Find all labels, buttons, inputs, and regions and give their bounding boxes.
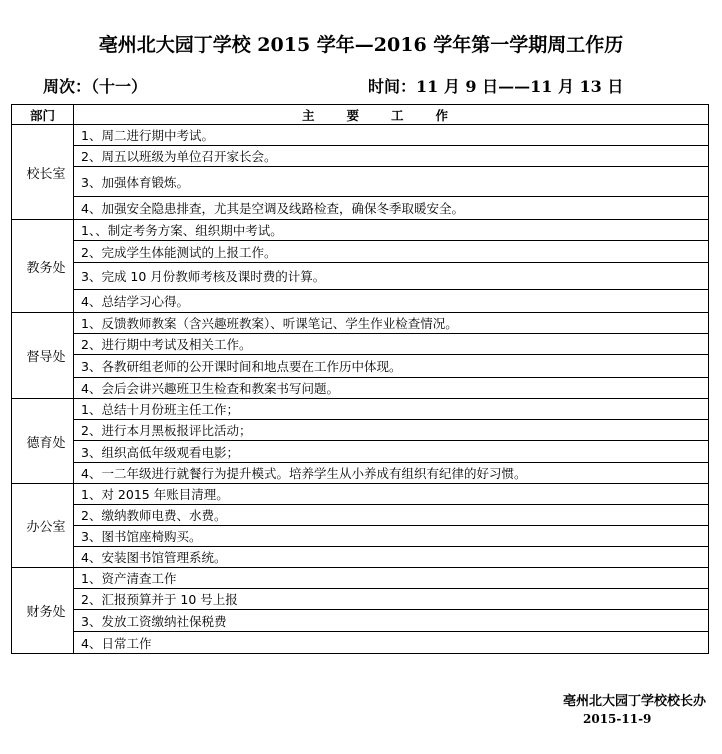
work-item-cell: 4、日常工作 — [74, 632, 709, 654]
table-row — [12, 334, 709, 355]
table-row — [12, 290, 709, 313]
department-cell: 教务处 — [12, 220, 74, 313]
header-main-work: 主要工作 — [74, 105, 709, 125]
work-schedule-table — [11, 104, 709, 654]
table-row — [12, 355, 709, 378]
work-item-cell: 2、进行本月黑板报评比活动； — [74, 420, 709, 441]
work-item-cell: 3、完成 10 月份教师考核及课时费的计算。 — [74, 263, 709, 290]
work-item-cell: 4、加强安全隐患排查，尤其是空调及线路检查，确保冬季取暖安全。 — [74, 197, 709, 220]
table-header-row — [12, 105, 709, 125]
issue-date: 2015-11-9 — [583, 712, 652, 726]
department-cell: 德育处 — [12, 399, 74, 484]
table-body — [12, 125, 709, 654]
table-row — [12, 463, 709, 484]
table-row — [12, 484, 709, 505]
work-item-cell: 1、资产清查工作 — [74, 568, 709, 589]
work-item-cell: 1、反馈教师教案（含兴趣班教案）、听课笔记、学生作业检查情况。 — [74, 313, 709, 334]
table-row — [12, 632, 709, 654]
work-item-cell: 3、发放工资缴纳社保税费 — [74, 610, 709, 632]
table-row — [12, 241, 709, 263]
work-item-cell: 1、总结十月份班主任工作； — [74, 399, 709, 420]
table-row — [12, 399, 709, 420]
department-cell: 办公室 — [12, 484, 74, 568]
work-item-cell: 1、、制定考务方案、组织期中考试。 — [74, 220, 709, 241]
work-item-cell: 1、对 2015 年账目清理。 — [74, 484, 709, 505]
date-range: 时间：11 月 9 日——11 月 13 日 — [368, 77, 624, 96]
department-cell: 财务处 — [12, 568, 74, 654]
work-item-cell: 3、组织高低年级观看电影； — [74, 441, 709, 463]
table-row — [12, 420, 709, 441]
table-row — [12, 505, 709, 526]
table-row — [12, 167, 709, 197]
work-item-cell: 4、会后会讲兴趣班卫生检查和教案书写问题。 — [74, 378, 709, 399]
work-item-cell: 2、进行期中考试及相关工作。 — [74, 334, 709, 355]
work-item-cell: 1、周二进行期中考试。 — [74, 125, 709, 146]
work-item-cell: 2、缴纳教师电费、水费。 — [74, 505, 709, 526]
work-item-cell: 2、汇报预算并于 10 号上报 — [74, 589, 709, 610]
work-item-cell: 2、周五以班级为单位召开家长会。 — [74, 146, 709, 167]
table-row — [12, 378, 709, 399]
table-row — [12, 589, 709, 610]
work-item-cell: 4、总结学习心得。 — [74, 290, 709, 313]
issuing-office: 亳州北大园丁学校校长办 — [562, 694, 706, 709]
department-cell: 督导处 — [12, 313, 74, 399]
work-item-cell: 3、图书馆座椅购买。 — [74, 526, 709, 547]
work-item-cell: 3、各教研组老师的公开课时间和地点要在工作历中体现。 — [74, 355, 709, 378]
table-row — [12, 441, 709, 463]
table-row — [12, 197, 709, 220]
table-row — [12, 263, 709, 290]
table-row — [12, 547, 709, 568]
table-row — [12, 526, 709, 547]
week-number: 周次：（十一） — [43, 77, 148, 96]
document-title: 亳州北大园丁学校 2015 学年—2016 学年第一学期周工作历 — [98, 34, 624, 56]
department-cell: 校长室 — [12, 125, 74, 220]
table-row — [12, 568, 709, 589]
header-department: 部门 — [12, 105, 74, 125]
table-row — [12, 125, 709, 146]
table-row — [12, 146, 709, 167]
table-row — [12, 313, 709, 334]
work-item-cell: 4、一二年级进行就餐行为提升模式。培养学生从小养成有组织有纪律的好习惯。 — [74, 463, 709, 484]
table-row — [12, 610, 709, 632]
work-item-cell: 4、安装图书馆管理系统。 — [74, 547, 709, 568]
table-row — [12, 220, 709, 241]
work-item-cell: 2、完成学生体能测试的上报工作。 — [74, 241, 709, 263]
work-item-cell: 3、加强体育锻炼。 — [74, 167, 709, 197]
